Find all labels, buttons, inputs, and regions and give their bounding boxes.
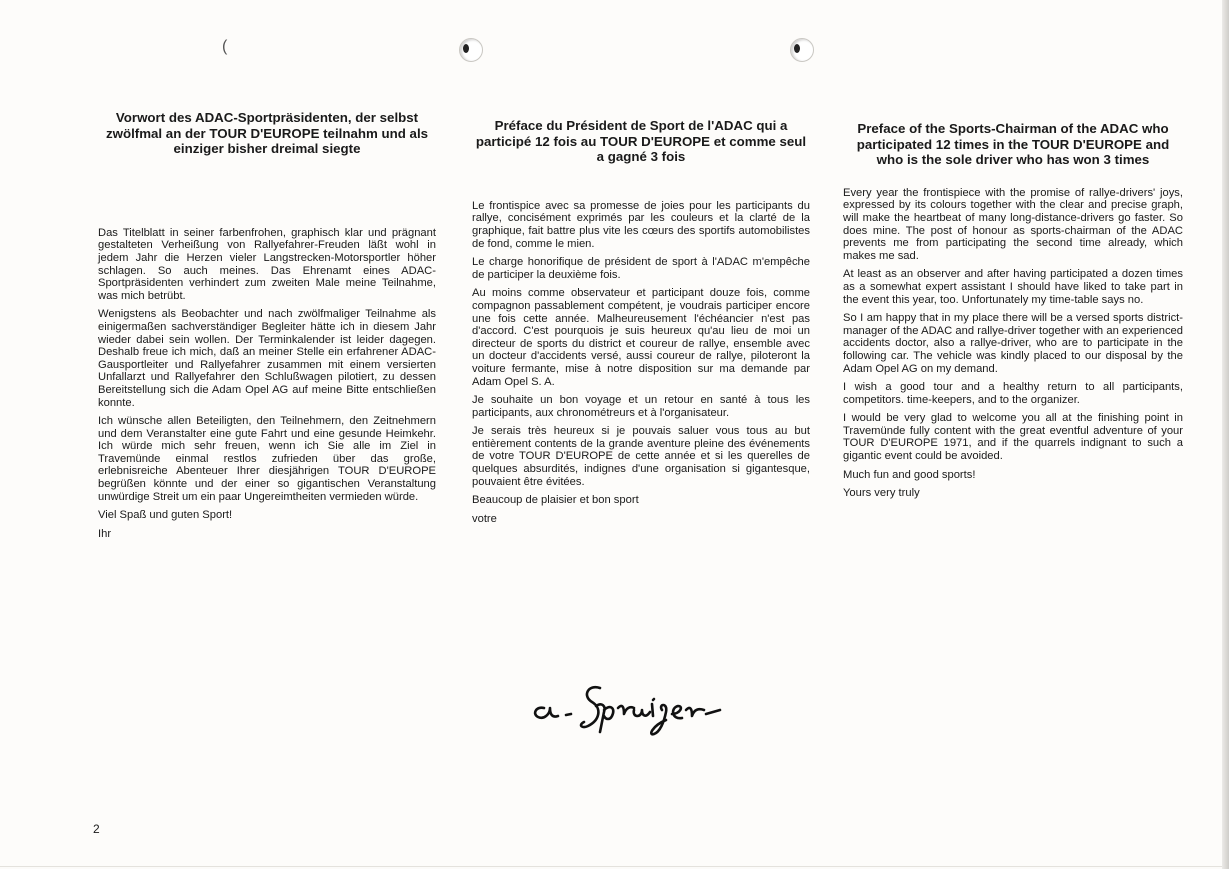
french-paragraph: Je souhaite un bon voyage et un retour en santé à tous les participants, aux chronométreurs et à l'organisateur. [472,394,810,419]
english-paragraph: So I am happy that in my place there will be a versed sports district-manager of the ADAC and rallye-driver together with an experienced accidents doctor, also a rallye-driver, who are to participate in the following car. The vehicle was kindly placed to our disposal by the Adam Opel AG on my demand. [843,312,1183,375]
french-closing: Beaucoup de plaisier et bon sport [472,494,639,507]
french-paragraph: Le frontispice avec sa promesse de joies pour les participants du rallye, concisément exprimés par les couleurs et la clarté de la graphique, fait battre plus vite les cœurs des sportifs automobilistes de fond, comme le mien. [472,199,810,250]
german-paragraph: Ich wünsche allen Beteiligten, den Teilnehmern, den Zeitnehmern und dem Veranstalter eine gute Fahrt und eine gesunde Heimkehr. Ich würde mich sehr freuen, wenn ich Sie alle im Ziel in Travemünde einmal restlos zufrieden über das große, erlebnisreiche Abenteuer Ihrer diesjährigen TOUR D'EUROPE begrüßen könnte und der einer so gigantischen Veranstaltung unwürdige Streit um ein paar Ungereimtheiten vermieden würde. [98,415,436,503]
punch-hole-right [790,38,814,60]
page-number: 2 [93,822,100,836]
german-paragraph: Wenigstens als Beobachter und nach zwölfmaliger Teilnahme als einigermaßen sachverständiger Begleiter hätte ich in diesem Jahr wieder dabei sein wollen. Der Terminkalender ist leider dagegen. Deshalb freue ich mich, daß an meiner Stelle ein erfahrener ADAC-Gausportleiter und Rallyefahrer zusammen mit einem versierten Unfallarzt und Rallyefahrer den Schlußwagen pilotiert, zu dessen Bereitstellung sich die Adam Opel AG auf meine Bitte entschließen konnte. [98,308,436,409]
german-signoff: Ihr [98,527,112,540]
german-heading: Vorwort des ADAC-Sportpräsidenten, der selbst zwölfmal an der TOUR D'EUROPE teilnahm und als einziger bisher dreimal siegte [105,110,429,157]
german-closing: Viel Spaß und guten Sport! [98,509,233,522]
french-heading: Préface du Président de Sport de l'ADAC qui a participé 12 fois au TOUR D'EUROPE et comme seul a gagné 3 fois [475,118,807,165]
english-paragraph: Every year the frontispiece with the promise of rallye-drivers' joys, expressed by its colours together with the clear and precise graph, will make the heartbeat of many long-distance-drivers go faster. So does mine. The post of honour as sports-chairman of the ADAC prevents me from participating the second time already, which makes me sad. [843,186,1183,262]
english-paragraph: I wish a good tour and a healthy return to all participants, competitors. time-keepers, and to the organizer. [843,381,1183,406]
english-column [843,121,1183,506]
french-paragraph: Le charge honorifique de président de sport à l'ADAC m'empêche de participer la deuxième fois. [472,256,810,281]
german-paragraph: Das Titelblatt in seiner farbenfrohen, graphisch klar und prägnant gestalteten Verheißung von Rallyefahrer-Freuden läßt wohl in jedem Jahr die Herzen vieler Langstrecken-Motorsportler höher schlagen. So auch meines. Das Ehrenamt eines ADAC-Sportpräsidenten verhindert zum zweiten Male meine Teilnahme, was mich betrübt. [98,226,436,302]
binding-mark: ( [222,38,228,55]
page-edge [1222,0,1229,869]
english-paragraph: I would be very glad to welcome you all at the finishing point in Travemünde fully content with the great eventful adventure of your TOUR D'EUROPE 1971, and if the quarrels indignant to such a gigantic event could be avoided. [843,412,1183,463]
french-paragraph: Au moins comme observateur et participant douze fois, comme compagnon passablement compétent, je voudrais participer encore une fois cette année. Malheureusement l'échéancier n'est pas d'accord. C'est pourquois je suis heureux qu'au lieu de moi un directeur de sports du district et coureur de rallye, ensemble avec un docteur d'accidents versé, aussi coureur de rallye, piloteront la voiture fermante, mise à notre disposition sur ma demande par Adam Opel S. A. [472,287,810,388]
french-signoff: votre [472,512,497,525]
english-closing: Much fun and good sports! [843,468,976,481]
english-heading: Preface of the Sports-Chairman of the ADAC who participated 12 times in the TOUR D'EUROPE and who is the sole driver who has won 3 times [856,121,1170,168]
french-column [472,118,810,531]
german-column [98,110,436,546]
punch-hole-left [459,38,483,60]
english-paragraph: At least as an observer and after having participated a dozen times as a somewhat expert assistant I should have liked to take part in the event this year, too. Unfortunately my time-table says no. [843,268,1183,306]
handwritten-signature [530,670,745,740]
french-paragraph: Je serais très heureux si je pouvais saluer vous tous au but entièrement contents de la grande aventure pleine des événements de votre TOUR D'EUROPE de cette année et si les querelles de quelques absurdités, indignes d'une organisation si gigantesque, pouvaient être évitées. [472,425,810,488]
english-signoff: Yours very truly [843,487,920,500]
